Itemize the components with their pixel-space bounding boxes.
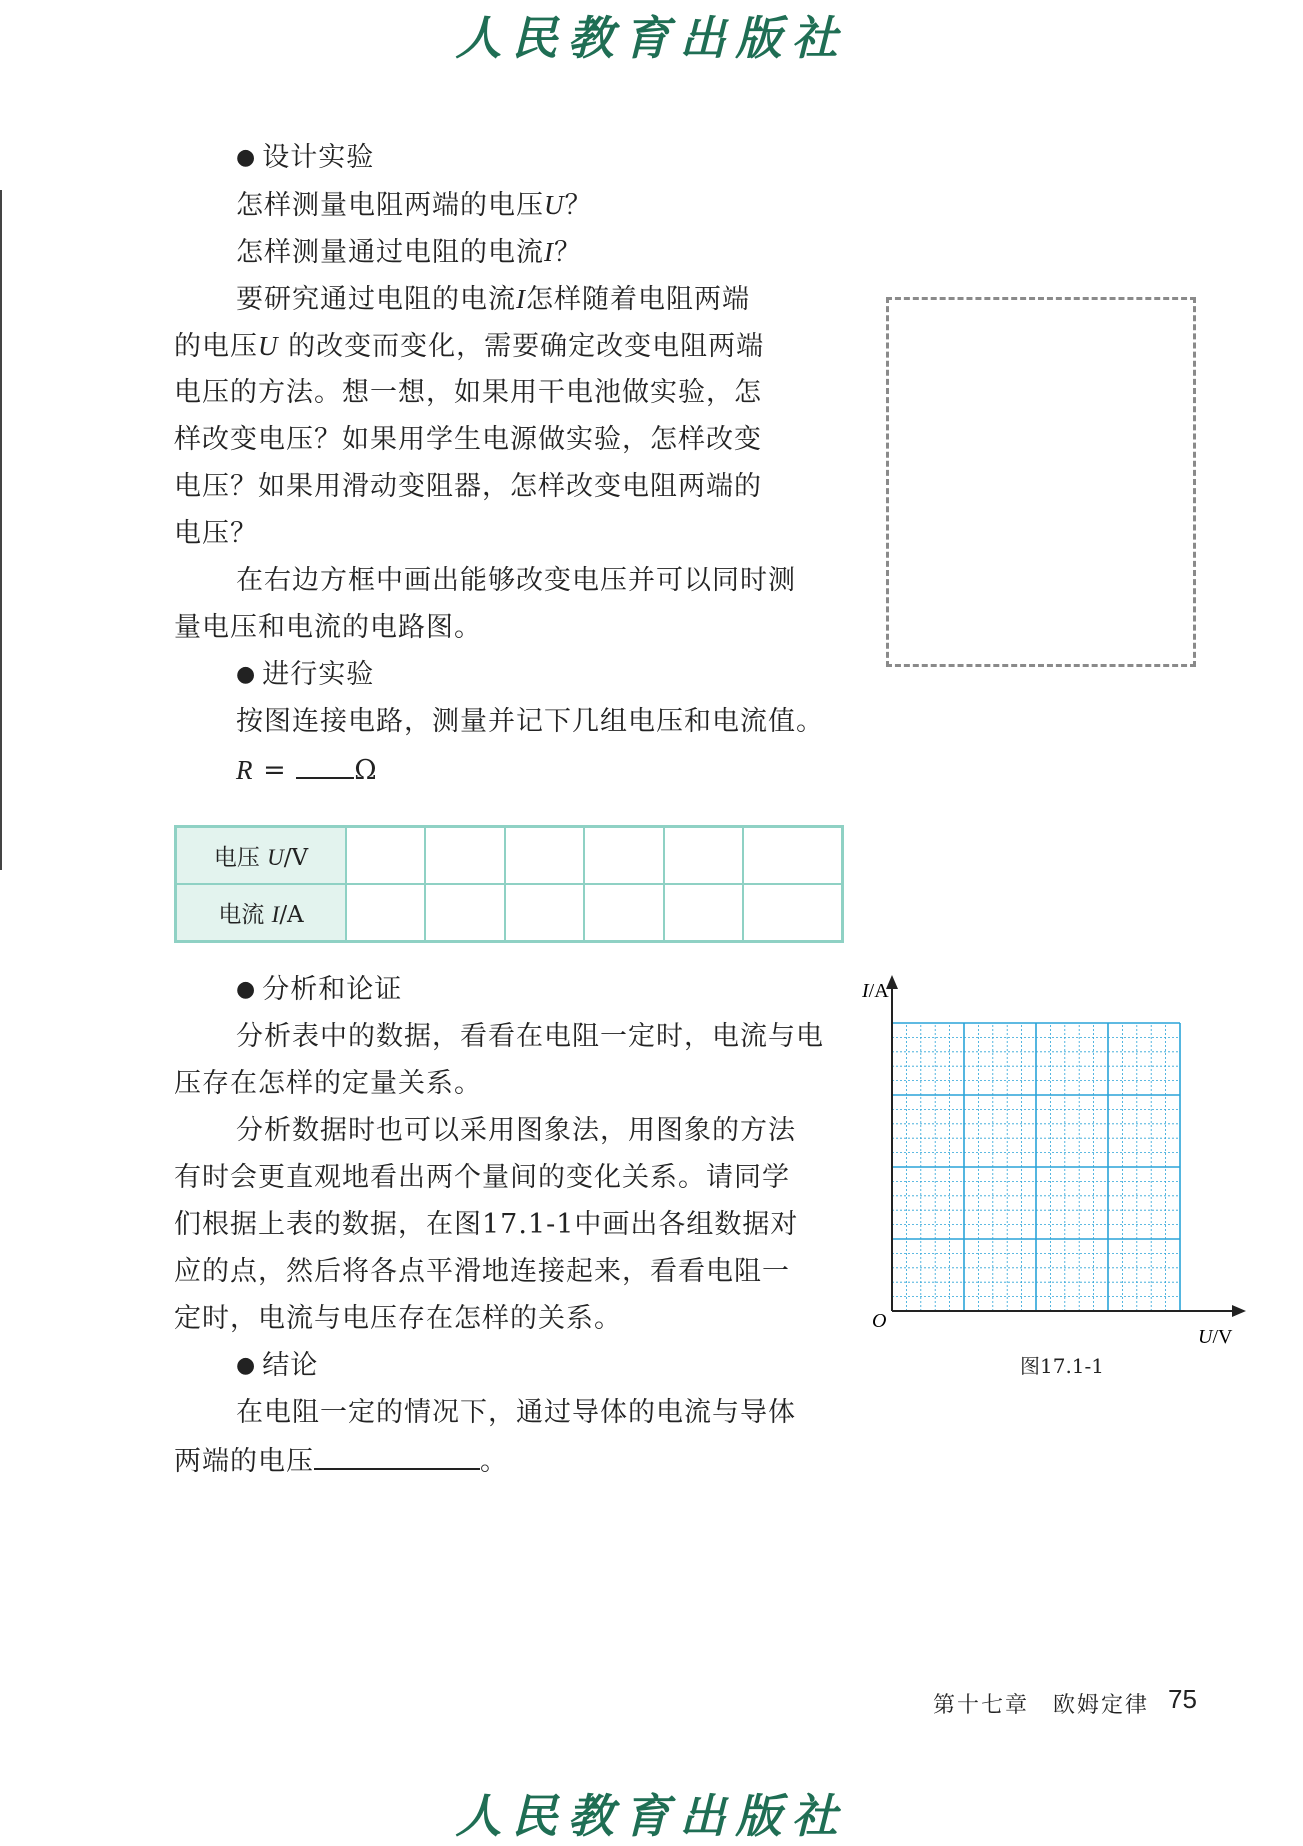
question-current: 怎样测量通过电阻的电流I？ [236,237,582,268]
data-table [174,825,844,943]
table-cell[interactable] [346,827,425,885]
question-voltage: 怎样测量电阻两端的电压U？ [236,190,593,221]
page-number: 75 [1168,1684,1197,1714]
table-cell[interactable] [505,827,584,885]
table-cell[interactable] [584,884,663,942]
table-cell[interactable] [743,884,842,942]
circuit-drawing-box[interactable] [886,297,1196,667]
publisher-logo-bottom: 人民教育出版社 [455,1789,848,1843]
row-label-current: 电流 I/A [176,884,347,942]
paragraph-line: 在右边方框中画出能够改变电压并可以同时测 [236,565,796,596]
paragraph-line: 电压的方法。想一想，如果用干电池做实验，怎 [174,377,762,408]
heading-conclusion: ● 结论 [236,1348,318,1386]
paragraph-line: 应的点，然后将各点平滑地连接起来，看看电阻一 [174,1256,790,1287]
paragraph-line: 定时，电流与电压存在怎样的关系。 [174,1303,622,1334]
table-cell[interactable] [425,884,504,942]
publisher-logo-top: 人民教育出版社 [455,11,848,65]
paragraph-line: 量电压和电流的电路图。 [174,612,482,643]
paragraph-line: 电压？如果用滑动变阻器，怎样改变电阻两端的 [174,471,762,502]
table-cell[interactable] [743,827,842,885]
conclusion-fill-in: 两端的电压 。 [174,1442,508,1480]
resistance-fill-in: R = Ω [236,751,378,789]
conclusion-blank[interactable] [314,1442,480,1470]
table-cell[interactable] [505,884,584,942]
paragraph-line: 分析数据时也可以采用图象法，用图象的方法 [236,1115,796,1146]
paragraph-line: 在电阻一定的情况下，通过导体的电流与导体 [236,1397,796,1428]
table-cell[interactable] [664,827,743,885]
margin-rule [0,190,2,870]
table-cell[interactable] [584,827,663,885]
heading-analysis: ● 分析和论证 [236,972,402,1010]
paragraph-line: 的电压U 的改变而变化，需要确定改变电阻两端 [174,331,765,362]
paragraph-line: 有时会更直观地看出两个量间的变化关系。请同学 [174,1162,790,1193]
row-label-voltage: 电压 U/V [176,827,347,885]
paragraph-line: 们根据上表的数据，在图17.1-1中画出各组数据对 [174,1209,799,1240]
paragraph-line: 电压？ [174,518,258,549]
paragraph-line: 要研究通过电阻的电流I怎样随着电阻两端 [236,284,750,315]
paragraph-line: 压存在怎样的定量关系。 [174,1068,482,1099]
heading-experiment: ● 进行实验 [236,657,374,695]
table-row [176,884,843,942]
x-axis-label: U/V [1198,1326,1233,1345]
chapter-title: 第十七章 欧姆定律 [933,1693,1150,1718]
heading-design: ● 设计实验 [236,140,374,178]
x-axis-arrow [1232,1305,1246,1317]
table-row [176,827,843,885]
table-cell[interactable] [664,884,743,942]
paragraph-line: 按图连接电路，测量并记下几组电压和电流值。 [236,706,824,737]
resistance-blank[interactable] [296,751,354,779]
paragraph-line: 样改变电压？如果用学生电源做实验，怎样改变 [174,424,762,455]
figure-caption: 图17.1-1 [1020,1354,1105,1378]
table-cell[interactable] [346,884,425,942]
origin-label: O [872,1310,887,1332]
table-cell[interactable] [425,827,504,885]
empty-graph[interactable] [860,975,1250,1345]
paragraph-line: 分析表中的数据，看看在电阻一定时，电流与电 [236,1021,824,1052]
y-axis-label: I/A [862,980,889,1002]
